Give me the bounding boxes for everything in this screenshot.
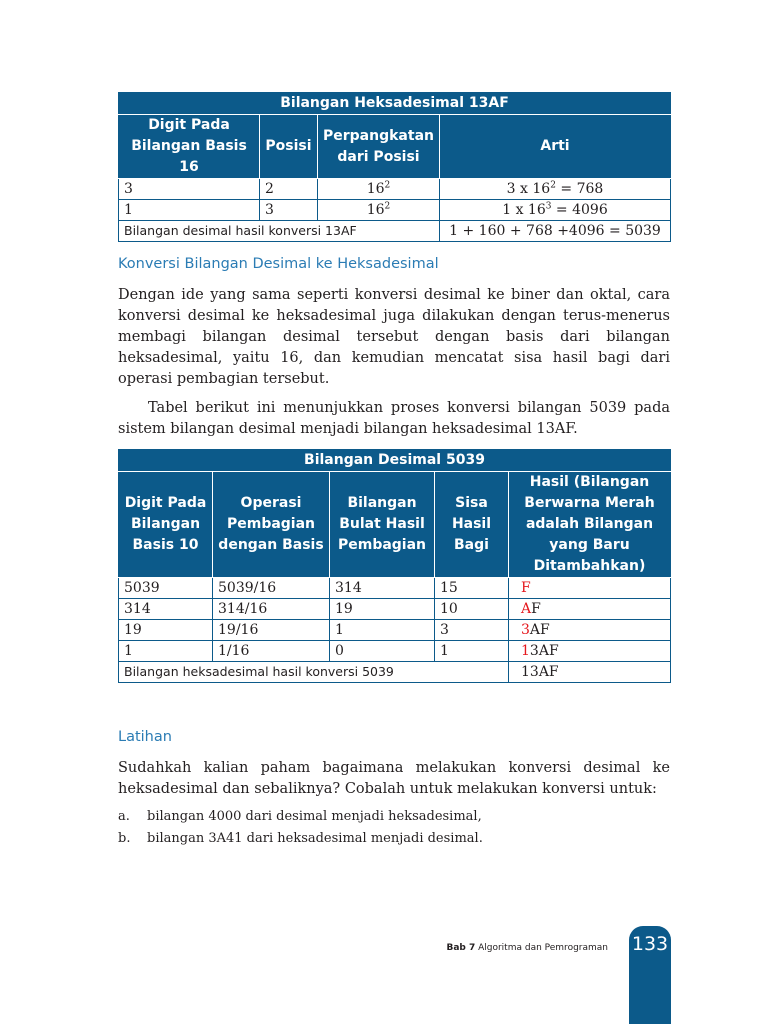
- cell-hasil: AF: [509, 599, 671, 620]
- cell-sisa: 15: [435, 578, 509, 599]
- cell-digit: 1: [119, 641, 213, 662]
- cell-perpangkatan: $16^2$: [318, 179, 440, 200]
- cell-digit: 314: [119, 599, 213, 620]
- header-bulat: Bilangan Bulat Hasil Pembagian: [330, 472, 435, 578]
- chapter-label: Bab 7: [446, 943, 476, 953]
- hex-table-title: Bilangan Heksadesimal 13AF: [119, 93, 671, 115]
- cell-operasi: 314/16: [213, 599, 330, 620]
- cell-bulat: 1: [330, 620, 435, 641]
- cell-digit: 5039: [119, 578, 213, 599]
- hasil-new-digit: 1: [521, 643, 530, 659]
- header-perpangkatan: Perpangkatan dari Posisi: [318, 115, 440, 179]
- cell-hasil: [509, 578, 671, 599]
- cell-sisa: 10: [435, 599, 509, 620]
- cell-digit: 1: [119, 200, 260, 221]
- page-number-tab: [629, 926, 671, 1024]
- cell-digit: 3: [119, 179, 260, 200]
- cell-posisi: 2: [260, 179, 318, 200]
- header-posisi: Posisi: [260, 115, 318, 179]
- latihan-list: [118, 806, 670, 850]
- footer-label: Bilangan desimal hasil konversi 13AF: [119, 221, 440, 242]
- decimal-table-title: Bilangan Desimal 5039: [119, 450, 671, 472]
- table-row: [119, 578, 671, 599]
- cell-posisi: 3: [260, 200, 318, 221]
- list-item: a. bilangan 4000 dari desimal menjadi heksadesimal,: [118, 809, 482, 824]
- cell-arti: 3 x $16^2 = 768$: [439, 179, 670, 200]
- header-hasil: Hasil (Bilangan Berwarna Merah adalah Bilangan yang Baru Ditambahkan): [509, 472, 671, 578]
- hasil-new-digit: A: [521, 601, 532, 617]
- cell-bulat: 314: [330, 578, 435, 599]
- table-row: [119, 599, 671, 620]
- cell-sisa: 3: [435, 620, 509, 641]
- cell-hasil: 3AF: [509, 620, 671, 641]
- header-digit: Digit Pada Bilangan Basis 10: [119, 472, 213, 578]
- latihan-heading: Latihan: [118, 729, 172, 745]
- latihan-paragraph: Sudahkah kalian paham bagaimana melakukan konversi desimal ke heksadesimal dan sebaliknya? Cobalah untuk melakukan konversi untuk:: [118, 760, 670, 797]
- cell-bulat: 19: [330, 599, 435, 620]
- table-row: [119, 620, 671, 641]
- cell-sisa: 1: [435, 641, 509, 662]
- paragraph-intro: Dengan ide yang sama seperti konversi desimal ke biner dan oktal, cara konversi desimal ke heksadesimal juga dilakukan dengan terus-menerus membagi bilangan desimal tersebut dengan basis dari bilangan heksadesimal, yaitu 16, dan kemudian mencatat sisa hasil bagi dari operasi pembagian tersebut.: [118, 287, 670, 387]
- cell-hasil: 13AF: [509, 641, 671, 662]
- cell-arti: 1 x $16^3 = 4096$: [439, 200, 670, 221]
- cell-operasi: 5039/16: [213, 578, 330, 599]
- footer-label: Bilangan heksadesimal hasil konversi 5039: [119, 662, 509, 683]
- header-operasi: Operasi Pembagian dengan Basis: [213, 472, 330, 578]
- page-number: 133: [631, 933, 669, 955]
- hasil-new-digit: 3: [521, 622, 530, 638]
- header-sisa: Sisa Hasil Bagi: [435, 472, 509, 578]
- table-row: [119, 179, 671, 200]
- footer-value: 13AF: [509, 662, 671, 683]
- list-item: b. bilangan 3A41 dari heksadesimal menjadi desimal.: [118, 831, 483, 846]
- cell-digit: 19: [119, 620, 213, 641]
- section-heading: Konversi Bilangan Desimal ke Heksadesimal: [118, 256, 439, 272]
- table-row: [119, 200, 671, 221]
- footer-value: 1 + 160 + 768 +4096 = 5039: [439, 221, 670, 242]
- decimal-table: [118, 449, 671, 683]
- hasil-new-digit: F: [521, 580, 531, 596]
- cell-operasi: 19/16: [213, 620, 330, 641]
- running-footer: [446, 943, 608, 953]
- paragraph-table-intro: Tabel berikut ini menunjukkan proses konversi bilangan 5039 pada sistem bilangan desimal menjadi bilangan heksadesimal 13AF.: [118, 400, 670, 437]
- table-footer-row: [119, 662, 671, 683]
- hex-table: [118, 92, 671, 242]
- table-footer-row: [119, 221, 671, 242]
- cell-operasi: 1/16: [213, 641, 330, 662]
- chapter-title: Algoritma dan Pemrograman: [478, 943, 608, 953]
- header-digit: Digit Pada Bilangan Basis 16: [119, 115, 260, 179]
- cell-perpangkatan: $16^2$: [318, 200, 440, 221]
- cell-bulat: 0: [330, 641, 435, 662]
- header-arti: Arti: [439, 115, 670, 179]
- table-row: [119, 641, 671, 662]
